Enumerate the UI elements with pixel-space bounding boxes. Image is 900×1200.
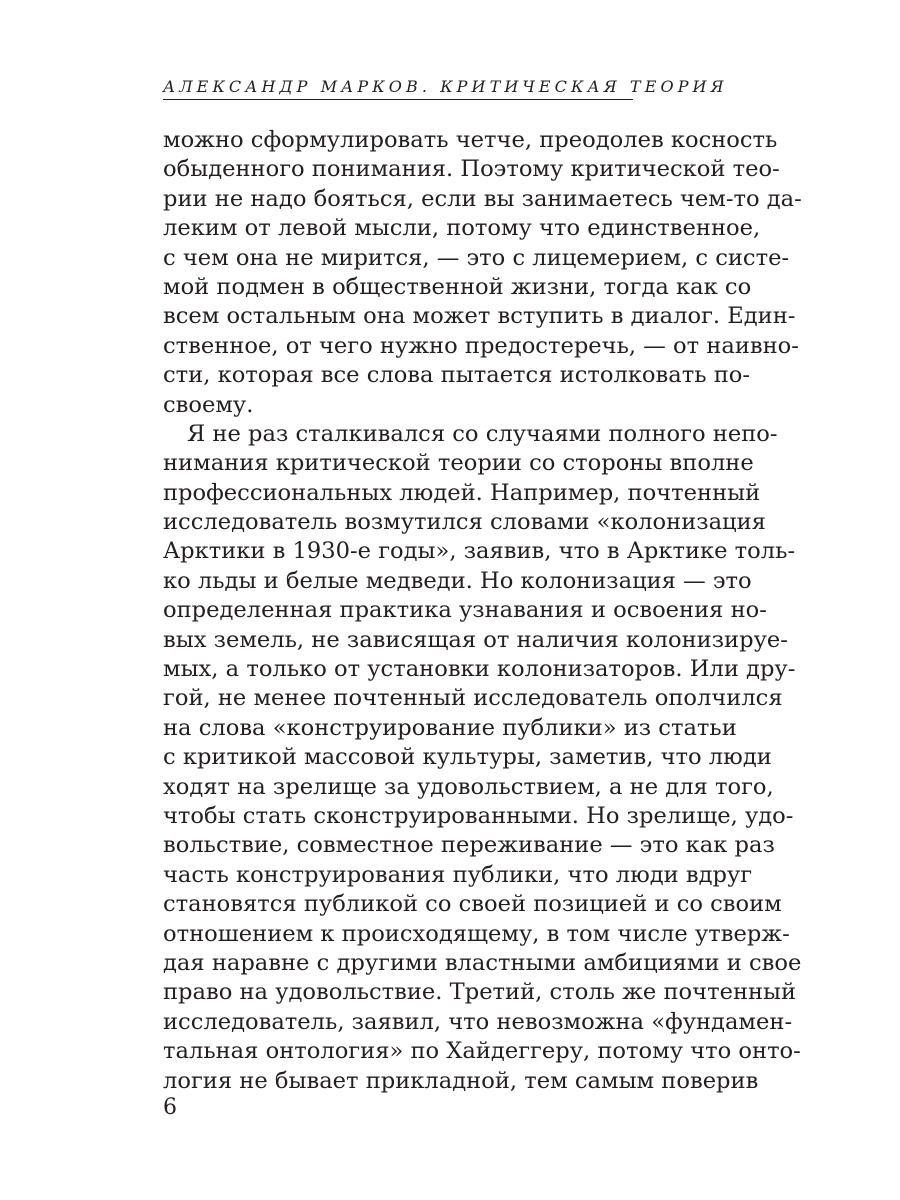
text-line: на слова «конструирование публики» из статьи [163, 714, 737, 741]
text-line: логия не бывает прикладной, тем самым поверив [163, 1067, 759, 1094]
running-head-rule [163, 99, 633, 100]
text-line: гой, не менее почтенный исследователь ополчился [163, 685, 783, 712]
text-line: вых земель, не зависящая от наличия колонизируе- [163, 626, 788, 653]
text-line: ственное, от чего нужно предостеречь, — от наивно- [163, 332, 799, 359]
text-line: Я не раз сталкивался со случаями полного непо- [187, 420, 778, 447]
text-line: с чем она не мирится, — это с лицемерием, с систе- [163, 244, 790, 271]
body-text [163, 126, 802, 1096]
text-line: вольствие, совместное переживание — это как раз [163, 832, 775, 859]
text-line: леким от левой мысли, потому что единственное, [163, 215, 761, 242]
text-line: сти, которая все слова пытается истолковать по- [163, 362, 751, 389]
text-line: нимания критической теории со стороны вполне [163, 450, 754, 477]
text-line: Арктики в 1930-е годы», заявив, что в Арктике толь- [163, 538, 796, 565]
text-line: исследователь возмутился словами «колонизация [163, 509, 766, 536]
text-line: часть конструирования публики, что люди вдруг [163, 861, 753, 888]
text-line: дая наравне с другими властными амбициями и свое [163, 949, 802, 976]
text-line: рии не надо бояться, если вы занимаетесь чем-то да- [163, 185, 802, 212]
text-line: мых, а только от установки колонизаторов. Или дру- [163, 656, 796, 683]
text-line: всем остальным она может вступить в диалог. Един- [163, 303, 796, 330]
text-line: с критикой массовой культуры, заметив, что люди [163, 744, 772, 771]
text-line: ходят на зрелище за удовольствием, а не для того, [163, 773, 774, 800]
text-line: тальная онтология» по Хайдеггеру, потому что онто- [163, 1038, 801, 1065]
text-line: своему. [163, 391, 254, 418]
text-line: можно сформулировать четче, преодолев косность [163, 127, 778, 153]
running-head: АЛЕКСАНДР МАРКОВ. КРИТИЧЕСКАЯ ТЕОРИЯ [163, 77, 728, 96]
text-line: чтобы стать сконструированными. Но зрелище, удо- [163, 802, 794, 829]
text-line: обыденного понимания. Поэтому критической тео- [163, 156, 780, 183]
text-line: определенная практика узнавания и освоения но- [163, 597, 767, 624]
text-line: становятся публикой со своей позицией и со своим [163, 891, 782, 918]
text-line: профессиональных людей. Например, почтенный [163, 479, 761, 506]
text-line: отношением к происходящему, в том числе утверж- [163, 920, 790, 947]
text-line: исследователь, заявил, что невозможна «фундамен- [163, 1008, 793, 1035]
text-line: ко льды и белые медведи. Но колонизация — это [163, 567, 752, 594]
text-line: мой подмен в общественной жизни, тогда как со [163, 273, 752, 300]
page-number: 6 [163, 1095, 177, 1120]
text-line: право на удовольствие. Третий, столь же почтенный [163, 979, 797, 1006]
